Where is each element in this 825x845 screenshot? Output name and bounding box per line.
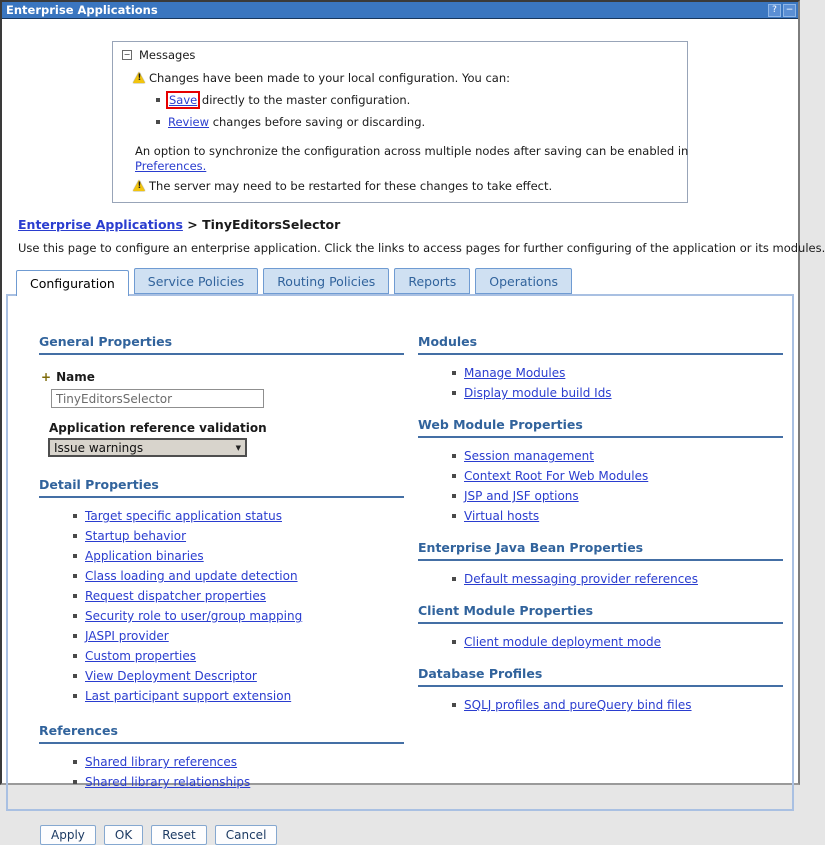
database-profiles-section bbox=[418, 666, 783, 712]
list-item bbox=[73, 509, 404, 523]
bullet-square-icon bbox=[73, 514, 77, 518]
detail-property-link[interactable]: Last participant support extension bbox=[85, 689, 292, 703]
chevron-down-icon: ▼ bbox=[235, 443, 241, 452]
bullet-square-icon bbox=[73, 760, 77, 764]
list-item bbox=[452, 449, 783, 463]
application-reference-validation-label: Application reference validation bbox=[49, 421, 267, 435]
web-module-properties-section bbox=[418, 417, 783, 523]
bullet-square-icon bbox=[452, 640, 456, 644]
tab[interactable]: Operations bbox=[475, 268, 572, 294]
messages-header bbox=[122, 48, 678, 62]
list-item bbox=[73, 689, 404, 703]
tab[interactable]: Configuration bbox=[16, 270, 129, 296]
left-column bbox=[39, 334, 404, 842]
bullet-square-icon bbox=[452, 371, 456, 375]
list-item bbox=[73, 629, 404, 643]
breadcrumb-separator: > bbox=[187, 217, 198, 232]
save-rest-text: directly to the master configuration. bbox=[201, 93, 411, 107]
list-item bbox=[73, 669, 404, 683]
detail-properties-links bbox=[73, 509, 404, 703]
list-item bbox=[73, 549, 404, 563]
breadcrumb-enterprise-applications-link[interactable]: Enterprise Applications bbox=[18, 217, 183, 232]
bullet-square-icon bbox=[73, 554, 77, 558]
warning-row-2 bbox=[133, 179, 678, 193]
window-titlebar bbox=[2, 2, 798, 19]
breadcrumb-current: TinyEditorsSelector bbox=[202, 217, 341, 232]
review-link[interactable]: Review bbox=[168, 115, 210, 129]
references-header: References bbox=[39, 723, 404, 744]
ejb-links bbox=[452, 572, 783, 586]
detail-properties-header: Detail Properties bbox=[39, 477, 404, 498]
list-item bbox=[452, 509, 783, 523]
review-bullet-row bbox=[156, 115, 678, 129]
bullet-square-icon bbox=[73, 594, 77, 598]
list-item bbox=[73, 529, 404, 543]
warning-icon bbox=[133, 180, 145, 191]
list-item bbox=[73, 649, 404, 663]
bullet-square-icon bbox=[73, 634, 77, 638]
page-description: Use this page to configure an enterprise application. Click the links to access pages for further configuring of the application or its modules. bbox=[18, 241, 825, 255]
list-item bbox=[73, 755, 404, 769]
name-label: Name bbox=[56, 370, 95, 384]
references-links bbox=[73, 755, 404, 789]
warning-text-2: The server may need to be restarted for these changes to take effect. bbox=[149, 179, 553, 193]
detail-property-link[interactable]: View Deployment Descriptor bbox=[85, 669, 257, 683]
bullet-square-icon bbox=[452, 577, 456, 581]
list-item bbox=[452, 386, 783, 400]
list-item bbox=[452, 366, 783, 380]
bullet-square-icon bbox=[73, 574, 77, 578]
bullet-square-icon bbox=[156, 120, 160, 124]
list-item bbox=[452, 698, 783, 712]
ejb-properties-header: Enterprise Java Bean Properties bbox=[418, 540, 783, 561]
web-module-link[interactable]: JSP and JSF options bbox=[464, 489, 579, 503]
modules-section bbox=[418, 334, 783, 400]
warning-icon bbox=[133, 72, 145, 83]
detail-property-link[interactable]: Class loading and update detection bbox=[85, 569, 298, 583]
bullet-square-icon bbox=[73, 674, 77, 678]
database-profile-links bbox=[452, 698, 783, 712]
configuration-panel bbox=[6, 294, 794, 842]
database-profile-link[interactable]: SQLJ profiles and pureQuery bind files bbox=[464, 698, 692, 712]
minimize-button[interactable]: − bbox=[783, 4, 796, 17]
module-link[interactable]: Manage Modules bbox=[464, 366, 566, 380]
bullet-square-icon bbox=[452, 494, 456, 498]
web-module-links bbox=[452, 449, 783, 523]
detail-property-link[interactable]: Target specific application status bbox=[85, 509, 282, 523]
action-button[interactable]: Apply bbox=[40, 825, 96, 845]
general-properties-header: General Properties bbox=[39, 334, 404, 355]
action-button[interactable]: Reset bbox=[151, 825, 207, 845]
list-item bbox=[73, 775, 404, 789]
save-bullet-row bbox=[156, 93, 678, 107]
bullet-square-icon bbox=[73, 780, 77, 784]
action-button[interactable]: OK bbox=[104, 825, 143, 845]
detail-property-link[interactable]: Startup behavior bbox=[85, 529, 187, 543]
module-link[interactable]: Display module build Ids bbox=[464, 386, 612, 400]
sync-text: An option to synchronize the configuration across multiple nodes after saving can be enabled in bbox=[135, 144, 689, 158]
ejb-link[interactable]: Default messaging provider references bbox=[464, 572, 698, 586]
tab[interactable]: Service Policies bbox=[134, 268, 258, 294]
tab-bar bbox=[16, 268, 798, 296]
list-item bbox=[452, 469, 783, 483]
messages-box bbox=[112, 41, 688, 203]
reference-link[interactable]: Shared library references bbox=[85, 755, 238, 769]
bullet-square-icon bbox=[156, 98, 160, 102]
client-module-links bbox=[452, 635, 783, 649]
warning-row-1 bbox=[133, 71, 678, 85]
window-title: Enterprise Applications bbox=[6, 3, 158, 17]
detail-property-link[interactable]: JASPI provider bbox=[85, 629, 169, 643]
bullet-square-icon bbox=[452, 474, 456, 478]
list-item bbox=[73, 589, 404, 603]
list-item bbox=[452, 635, 783, 649]
detail-property-link[interactable]: Custom properties bbox=[85, 649, 197, 663]
list-item bbox=[452, 489, 783, 503]
name-input[interactable] bbox=[51, 389, 264, 408]
modules-header: Modules bbox=[418, 334, 783, 355]
web-module-link[interactable]: Context Root For Web Modules bbox=[464, 469, 649, 483]
client-module-properties-header: Client Module Properties bbox=[418, 603, 783, 624]
bullet-square-icon bbox=[452, 454, 456, 458]
list-item bbox=[452, 572, 783, 586]
save-link[interactable]: Save bbox=[169, 93, 198, 107]
action-buttons bbox=[40, 825, 404, 845]
detail-property-link[interactable]: Security role to user/group mapping bbox=[85, 609, 303, 623]
action-button[interactable]: Cancel bbox=[215, 825, 278, 845]
bullet-square-icon bbox=[73, 614, 77, 618]
bullet-square-icon bbox=[73, 534, 77, 538]
name-field-block bbox=[41, 370, 404, 408]
select-value: Issue warnings bbox=[54, 440, 144, 455]
breadcrumb bbox=[18, 217, 798, 232]
save-bullet-text bbox=[168, 93, 410, 107]
warning-text-1: Changes have been made to your local configuration. You can: bbox=[149, 71, 510, 85]
tab[interactable]: Routing Policies bbox=[263, 268, 389, 294]
ejb-properties-section bbox=[418, 540, 783, 586]
bullet-square-icon bbox=[452, 391, 456, 395]
review-rest-text: changes before saving or discarding. bbox=[212, 115, 426, 129]
list-item bbox=[73, 569, 404, 583]
web-module-link[interactable]: Session management bbox=[464, 449, 594, 463]
client-module-link[interactable]: Client module deployment mode bbox=[464, 635, 661, 649]
detail-property-link[interactable]: Application binaries bbox=[85, 549, 204, 563]
messages-header-label: Messages bbox=[139, 48, 196, 62]
required-icon: + bbox=[41, 370, 52, 384]
detail-property-link[interactable]: Request dispatcher properties bbox=[85, 589, 267, 603]
bullet-square-icon bbox=[73, 654, 77, 658]
bullet-square-icon bbox=[73, 694, 77, 698]
bullet-square-icon bbox=[452, 514, 456, 518]
reference-link[interactable]: Shared library relationships bbox=[85, 775, 251, 789]
review-bullet-text bbox=[168, 115, 425, 129]
bullet-square-icon bbox=[452, 703, 456, 707]
database-profiles-header: Database Profiles bbox=[418, 666, 783, 687]
collapse-icon[interactable]: − bbox=[123, 50, 131, 59]
client-module-properties-section bbox=[418, 603, 783, 649]
tab[interactable]: Reports bbox=[394, 268, 470, 294]
right-column bbox=[418, 334, 783, 809]
modules-links bbox=[452, 366, 783, 400]
preferences-link[interactable]: Preferences. bbox=[135, 159, 207, 173]
help-button[interactable]: ? bbox=[768, 4, 781, 17]
application-reference-validation-select[interactable] bbox=[48, 438, 247, 457]
web-module-properties-header: Web Module Properties bbox=[418, 417, 783, 438]
web-module-link[interactable]: Virtual hosts bbox=[464, 509, 540, 523]
list-item bbox=[73, 609, 404, 623]
